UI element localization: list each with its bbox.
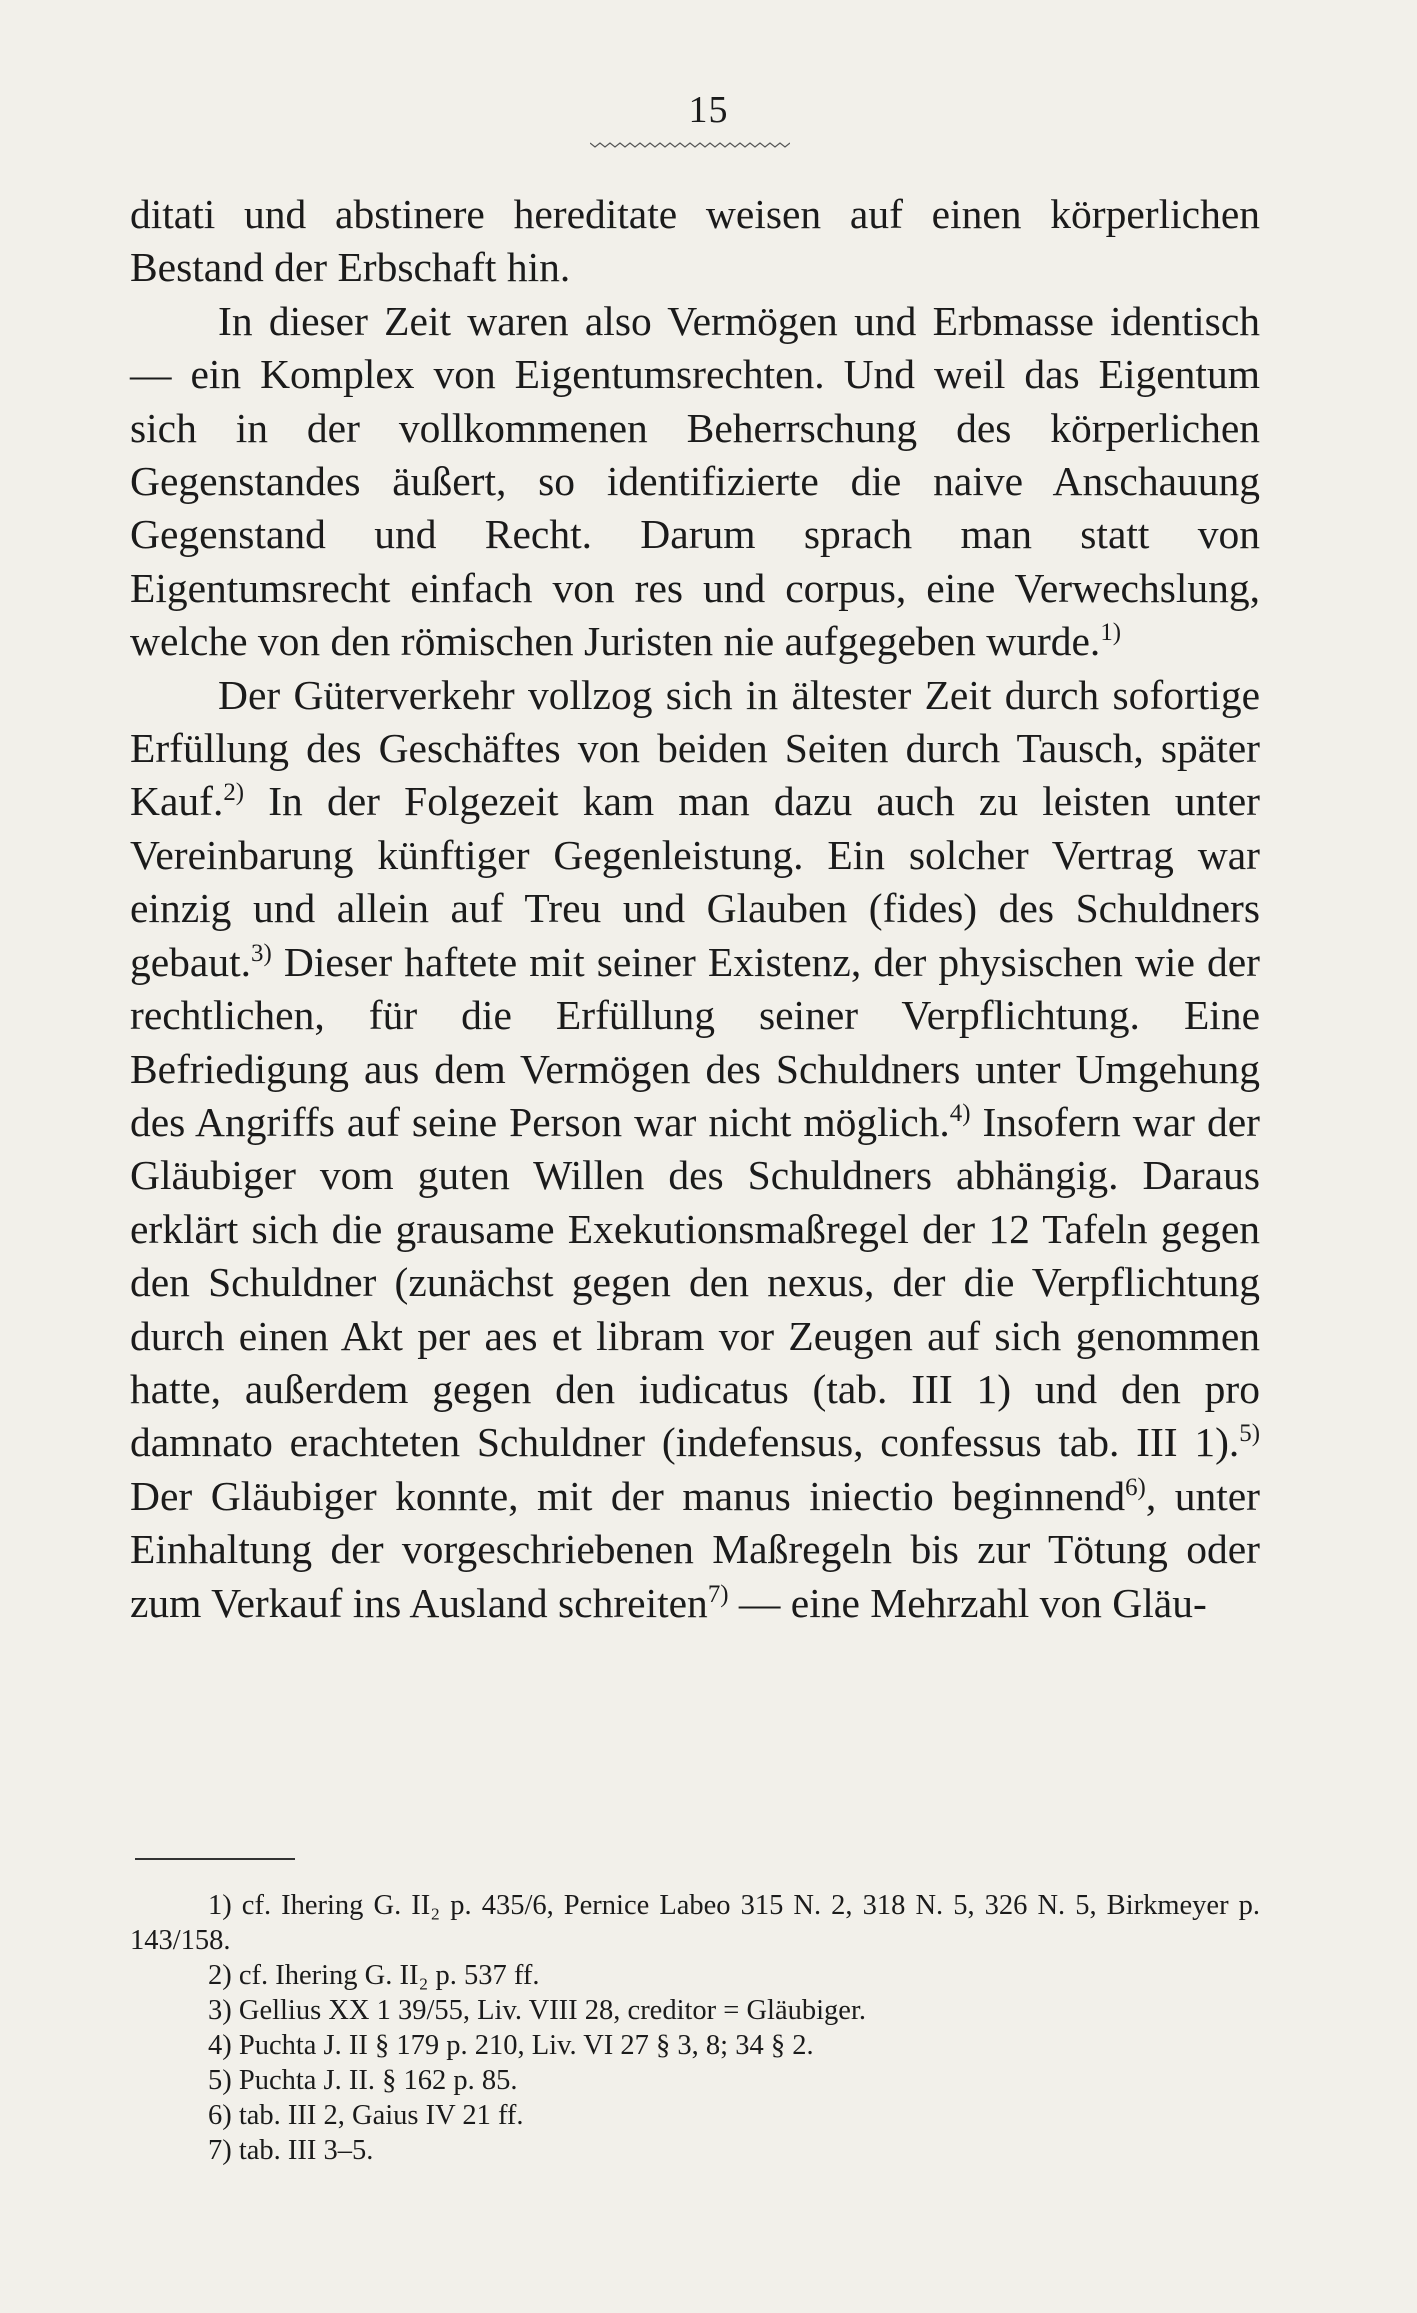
footnote-3: 3) Gellius XX 1 39/55, Liv. VIII 28, creditor = Gläubiger. xyxy=(208,1995,866,2026)
paragraph-2: In dieser Zeit waren also Vermögen und Erbmasse identisch — ein Komplex von Eigentumsrechten. Und weil das Eigentum sich in der vollkommenen Beherrschung des körperlichen Gegenstandes äußert, so identifizierte die naive Anschauung Gegenstand und Recht. Darum sprach man statt von Eigentumsrecht einfach von res und corpus, eine Verwechslung, welche von den römischen Juristen nie aufgegeben wurde.$^{1)}$ xyxy=(130,297,1260,665)
footnote-ref-5: 5) xyxy=(1239,1420,1260,1448)
footnote-ref-7: 7) xyxy=(707,1580,729,1608)
footnote-ref-6: 6) xyxy=(1125,1473,1146,1501)
main-text xyxy=(130,188,1260,1630)
footnote-separator xyxy=(135,1858,295,1860)
footnote-ref-2: 2) xyxy=(223,779,245,807)
footnote-6: 6) tab. III 2, Gaius IV 21 ff. xyxy=(208,2100,524,2131)
footnote-7: 7) tab. III 3–5. xyxy=(208,2135,374,2166)
footnote-ref-3: 3) xyxy=(251,939,272,967)
paragraph-1: ditati und abstinere hereditate weisen auf einen körperlichen Bestand der Erbschaft hin. xyxy=(130,191,1260,291)
footnote-2: 2) cf. Ihering G. II₂ p. 537 ff. xyxy=(208,1960,540,1991)
page-number: 15 xyxy=(688,89,729,131)
footnote-ref-4: 4) xyxy=(949,1100,971,1128)
footnote-4: 4) Puchta J. II § 179 p. 210, Liv. VI 27 § 3, 8; 34 § 2. xyxy=(208,2030,814,2061)
footnotes xyxy=(130,1888,1260,2168)
header-ornament xyxy=(590,140,790,150)
footnote-ref-1: 1) xyxy=(1100,619,1122,647)
footnote-1: 1) cf. Ihering G. II₂ p. 435/6, Pernice Labeo 315 N. 2, 318 N. 5, 326 N. 5, Birkmeyer p. 143/158. xyxy=(130,1890,1260,1956)
footnote-5: 5) Puchta J. II. § 162 p. 85. xyxy=(208,2065,518,2096)
paragraph-3: Der Güterverkehr vollzog sich in ältester Zeit durch sofortige Erfüllung des Geschäftes von beiden Seiten durch Tausch, später Kauf.$^{2)}$ In der Folgezeit kam man dazu auch zu leisten unter Vereinbarung künftiger Gegenleistung. Ein solcher Vertrag war einzig und allein auf Treu und Glauben (fides) des Schuldners gebaut.$^{3)}$ Dieser haftete mit seiner Existenz, der physischen wie der rechtlichen, für die Erfüllung seiner Verpflichtung. Eine Befriedigung aus dem Vermögen des Schuldners unter Umgehung des Angriffs auf seine Person war nicht möglich.$^{4)}$ Insofern war der Gläubiger vom guten Willen des Schuldners abhängig. Daraus erklärt sich die grausame Exekutionsmaßregel der 12 Tafeln gegen den Schuldner (zunächst gegen den nexus, der die Verpflichtung durch einen Akt per aes et libram vor Zeugen auf sich genommen hatte, außerdem gegen den iudicatus (tab. III 1) und den pro damnato erachteten Schuldner (indefensus, confessus tab. III 1).$^{5)}$ Der Gläubiger konnte, mit der manus iniectio beginnend$^{6)}$, unter Einhaltung der vorgeschriebenen Maßregeln bis zur Tötung oder zum Verkauf ins Ausland schreiten$^{7)}$ — eine Mehrzahl von Gläu- xyxy=(130,671,1260,1626)
